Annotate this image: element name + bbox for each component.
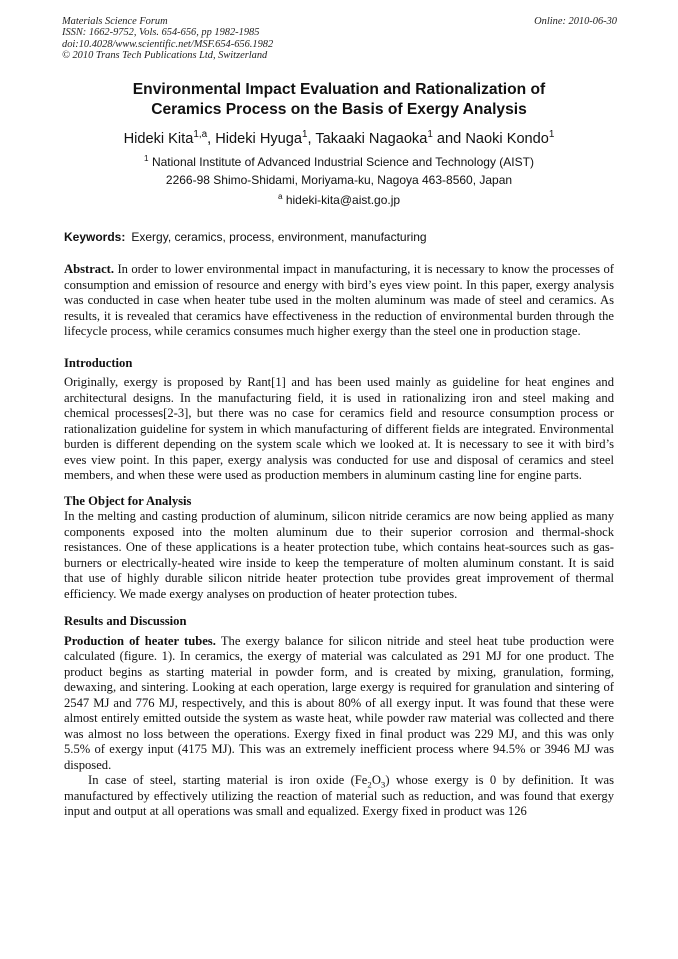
author-list <box>40 130 638 148</box>
affiliation-line-1: National Institute of Advanced Industrial Science and Technology (AIST) <box>151 155 534 169</box>
results-text-2a: In case of steel, starting material is iron oxide (Fe <box>88 773 368 787</box>
section-heading-introduction: Introduction <box>64 355 133 370</box>
keywords <box>64 229 614 245</box>
abstract-text: In order to lower environmental impact in manufacturing, it is necessary to know the processes of consumption and emission of resource and energy with bird’s eyes view point. In this paper, exergy analysis was conducted in case when heater tube used in the molten aluminum was made of steel and ceramics. As results, it is revealed that ceramics have effectiveness in the reduction of environmental burden through the lifecycle process, while ceramics consumes much higher exergy than the steel one in production stage. <box>64 262 614 338</box>
introduction-paragraph: Originally, exergy is proposed by Rant[1] and has been used mainly as guideline for heat engines and architectural designs. In the manufacturing field, it is used in rationalizing iron and steel making and chemical processes[2-3], but there was no case for ceramics field and resource consumption process or rationalization guideline for system in which manufacturing of different fields are integrated. Environmental burden is different depending on the system scale which we looked at. It is necessary to see it with bird’s eves view point. In this paper, exergy analysis was conducted for use and disposal of ceramics and steel members, and when these were used as production members in aluminum casting line for engine parts. <box>64 375 614 482</box>
author-name: Hideki Kita <box>123 131 194 147</box>
author-email <box>40 192 638 208</box>
section-heading-results: Results and Discussion <box>64 614 187 628</box>
author-superscript: 1,a <box>193 129 208 141</box>
copyright-line: © 2010 Trans Tech Publications Ltd, Switzerland <box>62 49 268 61</box>
affiliation <box>40 154 638 189</box>
title-line-2: Ceramics Process on the Basis of Exergy Analysis <box>151 100 527 118</box>
abstract-label: Abstract. <box>64 262 115 276</box>
author-conjunction: and <box>432 131 466 147</box>
author-name: Takaaki Nagaoka <box>315 131 428 147</box>
keywords-text: Exergy, ceramics, process, environment, manufacturing <box>131 230 427 244</box>
section-heading-object: The Object for Analysis <box>64 493 192 508</box>
results-lead: Production of heater tubes. <box>64 633 216 648</box>
object-paragraph: In the melting and casting production of aluminum, silicon nitride ceramics are now being applied as many components exposed into the molten aluminum due to their superior corrosion and thermal-shock resistances. One of these applications is a heater protection tube, which contains heat-sources such as gas-burners or electrically-heated wire inside to keep the temperature of molten aluminum constant. It is said that use of highly durable silicon nitride heater protection tube provides great improvement of thermal efficiency. We made exergy analyses on production of heater protection tubes. <box>64 509 614 601</box>
email-address: hideki-kita@aist.go.jp <box>285 193 401 207</box>
affiliation-line-2: 2266-98 Shimo-Shidami, Moriyama-ku, Nagoya 463-8560, Japan <box>165 172 513 187</box>
results-paragraph-1 <box>64 634 614 774</box>
author-name: Naoki Kondo <box>465 131 549 147</box>
results-text-2c: ) whose exergy is 0 by definition. It was manufactured by effectively utilizing the reaction of material such as reduction, and was found that exergy input and output at all operations was small and equalized. Exergy fixed in product was 126 <box>64 773 615 818</box>
author-superscript: 1 <box>548 129 555 141</box>
author-superscript: 1 <box>302 129 308 141</box>
abstract <box>64 262 614 340</box>
issn-line: ISSN: 1662-9752, Vols. 654-656, pp 1982-1985 <box>62 27 260 39</box>
author-name: Hideki Hyuga <box>215 131 303 147</box>
author-separator: , <box>307 131 316 147</box>
subscript: 3 <box>380 779 386 790</box>
online-date: Online: 2010-06-30 <box>534 16 617 27</box>
results-paragraph-2 <box>64 773 614 820</box>
results-text-2b: O <box>371 773 381 787</box>
email-superscript: a <box>277 192 283 201</box>
paper-body <box>64 262 614 820</box>
affiliation-superscript: 1 <box>144 154 149 163</box>
subscript: 2 <box>367 779 372 790</box>
author-superscript: 1 <box>427 129 433 141</box>
paper-title <box>40 80 638 119</box>
doi-line: doi:10.4028/www.scientific.net/MSF.654-656.1982 <box>62 38 274 50</box>
title-line-1: Environmental Impact Evaluation and Rationalization of <box>132 81 546 98</box>
journal-name: Materials Science Forum <box>62 16 168 27</box>
author-separator: , <box>207 131 216 147</box>
publication-header <box>62 16 617 61</box>
keywords-label: Keywords: <box>64 230 126 244</box>
results-text-1: The exergy balance for silicon nitride and steel heat tube production were calculated (figure. 1). In ceramics, the exergy of material was calculated as 291 MJ for one product. The product begins as starting material in powder form, and is created by mixing, granulation, forming, dewaxing, and sintering. Looking at each operation, large exergy is required for granulation and sintering of 2547 MJ and 776 MJ, respectively, and this is about 80% of all exergy input. It was found that these were almost entirely emitted outside the system as waste heat, while powder raw material was collected and there was almost no loss between the operations. Exergy fixed in final product was 229 MJ, and this was only 5.5% of exergy input (4175 MJ). This was an extremely inefficient process where 94.5% or 3946 MJ was disposed. <box>64 633 615 772</box>
